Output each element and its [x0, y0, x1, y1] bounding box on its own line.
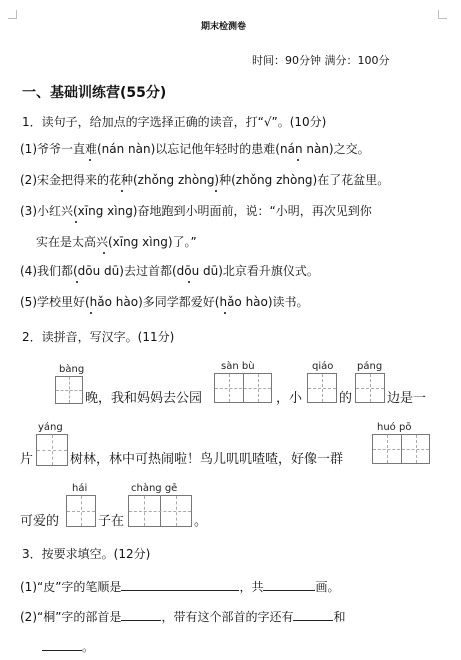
question-1-line-4: (4)我们都(dōu dū)去过首都(dōu dū)北京看升旗仪式。: [20, 264, 319, 278]
answer-blank[interactable]: [121, 578, 239, 591]
writing-box[interactable]: [36, 434, 68, 466]
pinyin-change: chàng gē: [131, 483, 178, 494]
question-3-line-1: [20, 578, 339, 593]
question-3-line-1-text-b: ，共: [239, 580, 264, 594]
question-2-title: 2．读拼音，写汉字。(11分): [22, 330, 175, 344]
question-3-line-2-text-c: 和: [333, 610, 346, 624]
exam-meta: 时间：90分钟 满分：100分: [252, 54, 390, 67]
emphasis-dot: [224, 312, 226, 314]
pinyin-huopo: huó pō: [377, 422, 412, 433]
emphasis-dot: [215, 190, 217, 192]
emphasis-dot: [188, 281, 190, 283]
question-1-line-5: (5)学校里好(hǎo hào)多同学都爱好(hǎo hào)读书。: [20, 295, 309, 309]
pinyin-yang: yáng: [38, 422, 63, 433]
question-2-text-4: 边是一: [387, 391, 427, 406]
emphasis-dot: [90, 312, 92, 314]
answer-blank[interactable]: [263, 578, 315, 591]
question-3-title: 3．按要求填空。(12分): [22, 547, 151, 561]
question-2-text-8: 子在: [98, 514, 125, 529]
question-2-text-5: 片: [20, 452, 34, 467]
answer-blank[interactable]: [293, 608, 333, 621]
document-title: 期末检测卷: [201, 22, 247, 32]
question-2-text-9: 。: [194, 514, 208, 529]
section-heading: 一、基础训练营(55分): [22, 85, 167, 101]
question-1-line-1: (1)爷爷一直难(nán nàn)以忘记他年轻时的患难(nán nàn)之交。: [20, 142, 370, 156]
emphasis-dot: [75, 221, 77, 223]
pinyin-hai: hái: [72, 483, 88, 494]
answer-blank[interactable]: [121, 608, 161, 621]
writing-box[interactable]: [128, 495, 192, 527]
question-2-text-7: 可爱的: [20, 514, 60, 529]
emphasis-dot: [76, 281, 78, 283]
question-3-line-1-text-a: (1)“皮”字的笔顺是: [20, 580, 122, 594]
question-2-text-2: ，小: [276, 391, 303, 406]
question-2-text-1: 晚，我和妈妈去公园: [85, 391, 203, 406]
emphasis-dot: [89, 159, 91, 161]
emphasis-dot: [103, 252, 105, 254]
pinyin-pang: páng: [357, 361, 383, 372]
question-3-line-1-text-c: 画。: [315, 580, 340, 594]
crop-mark-top-right: [438, 10, 447, 19]
answer-blank[interactable]: [42, 638, 82, 651]
writing-box[interactable]: [66, 495, 96, 527]
question-1-line-2: (2)宋金把得来的花种(zhǒng zhòng)种(zhǒng zhòng)在了花盆里。: [20, 173, 390, 187]
question-1-title: 1．读句子，给加点的字选择正确的读音，打“√”。(10分): [22, 115, 327, 129]
question-2-text-3: 的: [339, 391, 353, 406]
writing-box[interactable]: [55, 376, 83, 404]
question-3-line-2: [20, 608, 345, 623]
pinyin-qiao: qiáo: [312, 361, 334, 372]
writing-box[interactable]: [355, 373, 385, 403]
writing-box[interactable]: [307, 373, 337, 403]
question-3-line-3: [42, 638, 94, 653]
question-1-line-3a: (3)小红兴(xīng xìng)奋地跑到小明面前，说：“小明，再次见到你: [20, 204, 372, 218]
pinyin-bang: bàng: [59, 364, 85, 375]
question-3-line-3-end: 。: [82, 640, 95, 654]
writing-box[interactable]: [214, 373, 272, 403]
writing-box[interactable]: [372, 434, 430, 464]
emphasis-dot: [297, 159, 299, 161]
question-3-line-2-text-b: ，带有这个部首的字还有: [161, 610, 294, 624]
question-3-line-2-text-a: (2)“桐”字的部首是: [20, 610, 122, 624]
crop-mark-top-left: [8, 10, 17, 19]
pinyin-sanbu: sàn bù: [221, 361, 255, 372]
question-1-line-3b: 实在是太高兴(xīng xìng)了。”: [36, 235, 197, 249]
question-2-text-6: 树林，林中可热闹啦！鸟儿叽叽喳喳，好像一群: [70, 452, 344, 467]
emphasis-dot: [121, 190, 123, 192]
